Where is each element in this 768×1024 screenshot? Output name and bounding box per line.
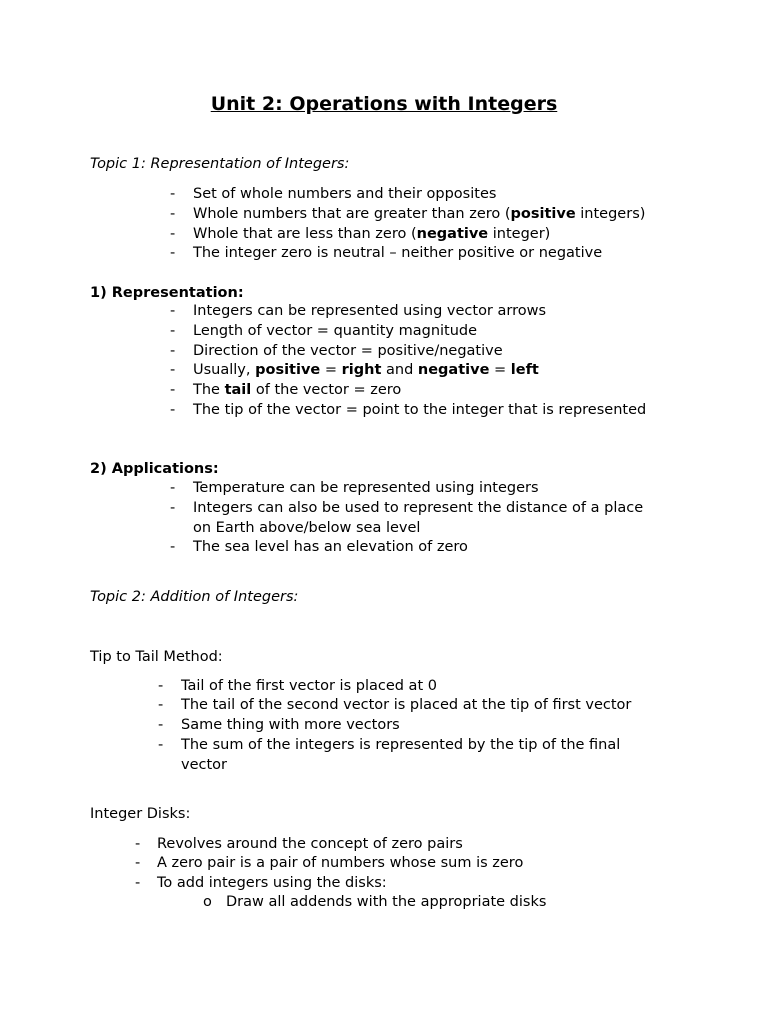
list-item: Integers can be represented using vector arrows: [193, 303, 547, 319]
bullet-dash: -: [170, 303, 176, 319]
integer-disks-heading: Integer Disks:: [90, 806, 191, 822]
bullet-dash: -: [170, 343, 176, 359]
list-item: Tail of the first vector is placed at 0: [181, 678, 437, 694]
list-item: The tail of the vector = zero: [193, 382, 402, 398]
list-item: The integer zero is neutral – neither positive or negative: [193, 245, 603, 261]
topic1-heading: Topic 1: Representation of Integers:: [90, 156, 350, 172]
list-item-continuation: on Earth above/below sea level: [193, 520, 421, 536]
list-item: Revolves around the concept of zero pairs: [157, 836, 463, 852]
bullet-dash: -: [170, 402, 176, 418]
bullet-dash: -: [158, 737, 164, 753]
list-item: Whole numbers that are greater than zero (positive integers): [193, 206, 646, 222]
list-item: The sea level has an elevation of zero: [193, 539, 468, 555]
bullet-dash: -: [170, 323, 176, 339]
list-item: Set of whole numbers and their opposites: [193, 186, 497, 202]
list-item: Integers can also be used to represent the distance of a place: [193, 500, 644, 516]
list-item: Direction of the vector = positive/negative: [193, 343, 503, 359]
bullet-dash: -: [170, 362, 176, 378]
list-item: To add integers using the disks:: [157, 875, 387, 891]
bullet-dash: -: [170, 206, 176, 222]
list-item: Same thing with more vectors: [181, 717, 400, 733]
representation-heading: 1) Representation:: [90, 285, 244, 301]
bullet-dash: -: [170, 480, 176, 496]
bullet-dash: -: [158, 678, 164, 694]
bullet-dash: -: [135, 875, 141, 891]
bullet-dash: -: [170, 382, 176, 398]
list-item: Usually, positive = right and negative = left: [193, 362, 539, 378]
list-item: The tip of the vector = point to the integer that is represented: [193, 402, 647, 418]
list-item: The tail of the second vector is placed at the tip of first vector: [181, 697, 632, 713]
page-title: Unit 2: Operations with Integers: [210, 93, 558, 115]
list-item-continuation: vector: [181, 757, 227, 773]
topic2-heading: Topic 2: Addition of Integers:: [90, 589, 299, 605]
sub-list-item: Draw all addends with the appropriate disks: [226, 894, 547, 910]
bullet-dash: -: [170, 226, 176, 242]
list-item: A zero pair is a pair of numbers whose sum is zero: [157, 855, 524, 871]
bullet-dash: -: [135, 836, 141, 852]
sub-bullet-marker: o: [203, 894, 212, 910]
list-item: The sum of the integers is represented by the tip of the final: [181, 737, 621, 753]
bullet-dash: -: [158, 697, 164, 713]
bullet-dash: -: [135, 855, 141, 871]
bullet-dash: -: [170, 186, 176, 202]
list-item: Temperature can be represented using integers: [193, 480, 539, 496]
list-item: Length of vector = quantity magnitude: [193, 323, 478, 339]
bullet-dash: -: [170, 539, 176, 555]
bullet-dash: -: [158, 717, 164, 733]
applications-heading: 2) Applications:: [90, 461, 219, 477]
bullet-dash: -: [170, 245, 176, 261]
bullet-dash: -: [170, 500, 176, 516]
list-item: Whole that are less than zero (negative integer): [193, 226, 551, 242]
tip-to-tail-heading: Tip to Tail Method:: [90, 649, 223, 665]
